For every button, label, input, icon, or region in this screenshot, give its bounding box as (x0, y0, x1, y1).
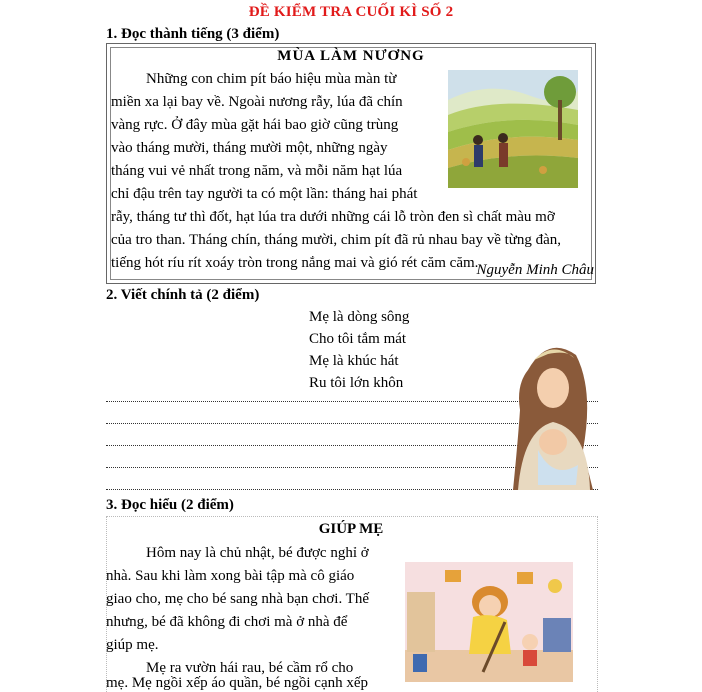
reading-line: giao cho, mẹ cho bé sang nhà bạn chơi. Thế (106, 591, 369, 607)
reading-line: rẫy, tháng tư thì đốt, hạt lúa tra dưới những cái lỗ tròn đen sì chất màu mỡ (111, 209, 555, 225)
section-3-heading: 3. Đọc hiểu (2 điểm) (106, 497, 234, 513)
cleaning-family-illustration (405, 562, 573, 682)
reading-line: của tro than. Tháng chín, tháng mười, chim pít đã rủ nhau bay về từng đàn, (111, 232, 562, 248)
author-name: Nguyễn Minh Châu (476, 262, 594, 278)
mother-child-illustration (498, 330, 598, 490)
reading-title-2: GIÚP MẸ (318, 521, 384, 537)
page-title: ĐỀ KIỂM TRA CUỐI KÌ SỐ 2 (248, 4, 454, 20)
poem-line: Ru tôi lớn khôn (309, 375, 404, 391)
reading-line: miền xa lại bay về. Ngoài nương rẫy, lúa đã chín (111, 94, 403, 110)
reading-line: giúp mẹ. (106, 637, 159, 653)
reading-line: chỉ đậu trên tay người ta có một lần: tháng hai phát (111, 186, 418, 202)
reading-line: Hôm nay là chủ nhật, bé được nghỉ ở (146, 545, 369, 561)
reading-line: tháng vui vẻ nhất trong năm, và mỗi năm hạt lúa (111, 163, 403, 179)
terrace-field-illustration (448, 70, 578, 188)
reading-line: Mẹ ra vườn hái rau, bé cầm rổ cho (146, 660, 354, 676)
section-1-heading: 1. Đọc thành tiếng (3 điểm) (106, 26, 280, 42)
poem-line: Mẹ là dòng sông (309, 309, 410, 325)
reading-title: MÙA LÀM NƯƠNG (277, 48, 425, 64)
reading-line: mẹ. Mẹ ngồi xếp áo quần, bé ngồi cạnh xếp (106, 675, 369, 691)
reading-line: tiếng hót ríu rít xoáy tròn trong nắng mai và gió rét căm căm. (111, 255, 479, 271)
reading-line: nhà. Sau khi làm xong bài tập mà cô giáo (106, 568, 355, 584)
reading-line: Những con chim pít báo hiệu mùa màn từ (146, 71, 397, 87)
poem (309, 306, 409, 394)
reading-line: vàng rực. Ở đây mùa gặt hái bao giờ cũng trùng (111, 117, 399, 133)
section-2-heading: 2. Viết chính tả (2 điểm) (106, 287, 260, 303)
reading-line: vào tháng mười, tháng mười một, những ngày (111, 140, 388, 156)
poem-line: Mẹ là khúc hát (309, 353, 399, 369)
reading-line: nhưng, bé đã không đi chơi mà ở nhà để (106, 614, 348, 630)
poem-line: Cho tôi tắm mát (309, 331, 407, 347)
